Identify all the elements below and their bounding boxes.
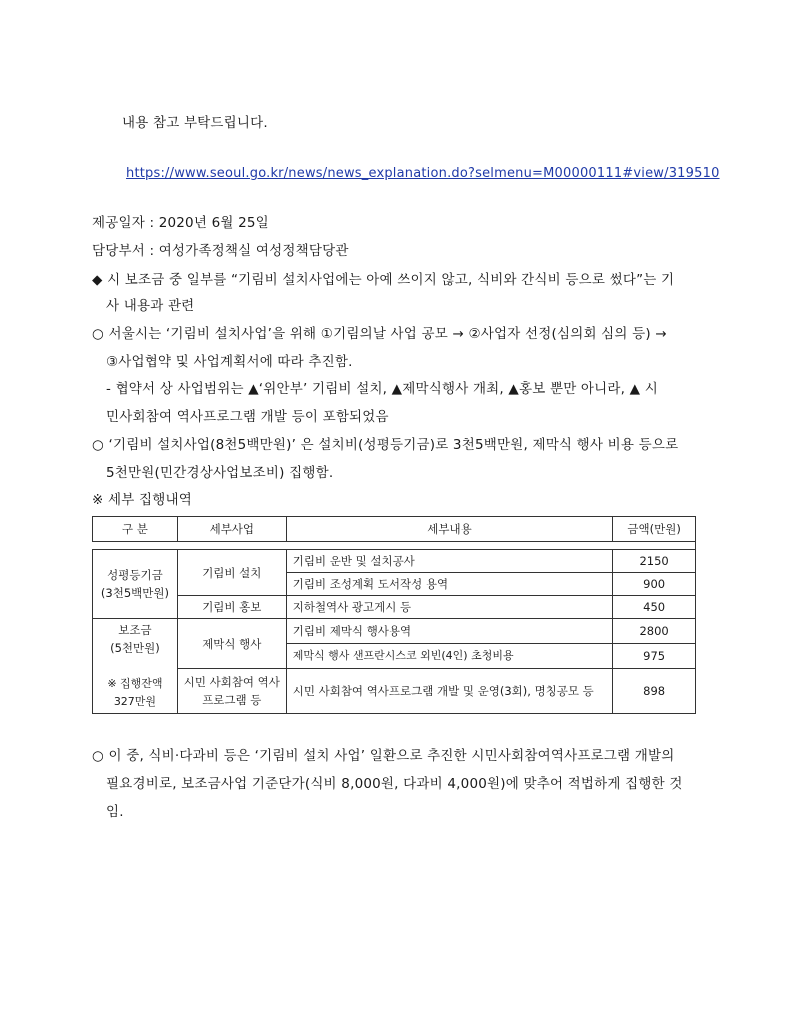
detail-cell: 기림비 제막식 행사용역 bbox=[286, 619, 613, 644]
sub-program-line2: 프로그램 등 bbox=[202, 693, 262, 708]
point1-sub-1: - 협약서 상 사업범위는 ▲‘위안부’ 기림비 설치, ▲제막식행사 개최, ▲홍보 뿐만 아니라, ▲ 시 bbox=[106, 381, 658, 397]
point2-line-2: 5천만원(민간경상사업보조비) 집행함. bbox=[106, 465, 334, 481]
sub-promo: 기림비 홍보 bbox=[177, 596, 286, 619]
amount-cell: 975 bbox=[613, 644, 696, 669]
news-link[interactable]: https://www.seoul.go.kr/news/news_explanation.do?selmenu=M00000111#view/319510 bbox=[126, 166, 720, 181]
dept-line: 담당부서 : 여성가족정책실 여성정책담당관 bbox=[92, 243, 349, 259]
table-header-row bbox=[93, 517, 696, 542]
intro-text: 내용 참고 부탁드립니다. bbox=[122, 115, 268, 131]
header-detail: 세부내용 bbox=[286, 517, 613, 542]
table-title: ※ 세부 집행내역 bbox=[92, 492, 192, 508]
sub-ceremony: 제막식 행사 bbox=[177, 619, 286, 669]
point1-sub-2: 민사회참여 역사프로그램 개발 등이 포함되었음 bbox=[106, 409, 389, 425]
header-category: 구 분 bbox=[93, 517, 178, 542]
group-subsidy-gap bbox=[96, 657, 174, 675]
group-gender-fund-line2: (3천5백만원) bbox=[100, 586, 169, 600]
amount-cell: 898 bbox=[613, 669, 696, 714]
point2-line-1: ○ ‘기림비 설치사업(8천5백만원)’ 은 설치비(성평등기금)로 3천5백만원, 제막식 행사 비용 등으로 bbox=[92, 437, 679, 453]
detail-cell: 시민 사회참여 역사프로그램 개발 및 운영(3회), 명칭공모 등 bbox=[286, 669, 613, 714]
table-row bbox=[93, 669, 696, 714]
detail-cell: 제막식 행사 샌프란시스코 외빈(4인) 초청비용 bbox=[286, 644, 613, 669]
detail-cell: 지하철역사 광고게시 등 bbox=[286, 596, 613, 619]
amount-cell: 900 bbox=[613, 573, 696, 596]
table-row bbox=[93, 550, 696, 573]
point1-line-1: ○ 서울시는 ‘기림비 설치사업’을 위해 ①기림의날 사업 공모 → ②사업자 선정(심의회 심의 등) → bbox=[92, 326, 667, 342]
detail-cell: 기림비 운반 및 설치공사 bbox=[286, 550, 613, 573]
group-gender-fund-line1: 성평등기금 bbox=[107, 568, 163, 582]
sub-install: 기림비 설치 bbox=[177, 550, 286, 596]
point3-line-2: 필요경비로, 보조금사업 기준단가(식비 8,000원, 다과비 4,000원)에 맞추어 적법하게 집행한 것 bbox=[106, 776, 683, 792]
diamond-line-2: 사 내용과 관련 bbox=[106, 298, 195, 314]
header-amount: 금액(만원) bbox=[613, 517, 696, 542]
group-subsidy-line1: 보조금 bbox=[118, 623, 152, 637]
sub-program bbox=[177, 669, 286, 714]
group-subsidy-note1: ※ 집행잔액 bbox=[107, 677, 163, 690]
amount-cell: 2150 bbox=[613, 550, 696, 573]
group-gender-fund bbox=[93, 550, 178, 619]
spacer-cell bbox=[93, 542, 696, 550]
spacer-row bbox=[93, 542, 696, 550]
group-subsidy-note2: 327만원 bbox=[113, 695, 157, 708]
detail-cell: 기림비 조성계획 도서작성 용역 bbox=[286, 573, 613, 596]
date-line: 제공일자 : 2020년 6월 25일 bbox=[92, 215, 269, 231]
amount-cell: 2800 bbox=[613, 619, 696, 644]
sub-program-line1: 시민 사회참여 역사 bbox=[183, 675, 280, 690]
group-subsidy bbox=[93, 619, 178, 714]
expenditure-table bbox=[92, 516, 696, 714]
point3-line-1: ○ 이 중, 식비·다과비 등은 ‘기림비 설치 사업’ 일환으로 추진한 시민사회참여역사프로그램 개발의 bbox=[92, 748, 675, 764]
amount-cell: 450 bbox=[613, 596, 696, 619]
table-row bbox=[93, 619, 696, 644]
point1-line-2: ③사업협약 및 사업계획서에 따라 추진함. bbox=[106, 354, 353, 370]
group-subsidy-line2: (5천만원) bbox=[110, 641, 160, 655]
diamond-line-1: ◆ 시 보조금 중 일부를 “기림비 설치사업에는 아예 쓰이지 않고, 식비와 간식비 등으로 썼다”는 기 bbox=[92, 272, 675, 288]
table-row bbox=[93, 596, 696, 619]
header-subproject: 세부사업 bbox=[177, 517, 286, 542]
point3-line-3: 임. bbox=[106, 804, 124, 820]
